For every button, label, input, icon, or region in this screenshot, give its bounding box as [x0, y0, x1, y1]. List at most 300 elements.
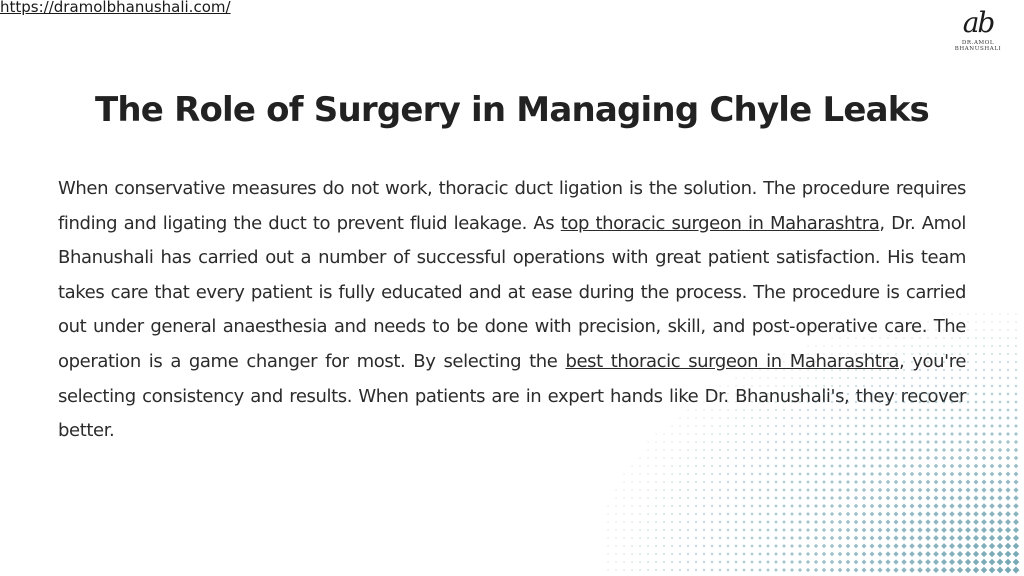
- pattern-dot: [967, 345, 969, 347]
- pattern-dot: [750, 544, 753, 547]
- pattern-dot: [854, 480, 858, 484]
- pattern-dot: [726, 520, 729, 523]
- pattern-dot: [997, 535, 1003, 541]
- pattern-dot: [926, 496, 931, 501]
- pattern-dot: [925, 503, 930, 508]
- pattern-dot: [854, 520, 859, 525]
- pattern-dot: [941, 511, 946, 516]
- pattern-dot: [766, 496, 769, 499]
- pattern-dot: [623, 497, 625, 499]
- pattern-dot: [822, 568, 826, 572]
- pattern-dot: [647, 553, 649, 555]
- pattern-dot: [989, 567, 996, 574]
- pattern-dot: [774, 504, 777, 507]
- pattern-dot: [846, 560, 851, 565]
- pattern-dot: [983, 361, 985, 363]
- pattern-dot: [687, 553, 690, 556]
- pattern-dot: [623, 513, 625, 515]
- pattern-dot: [774, 496, 777, 499]
- pattern-dot: [806, 472, 809, 475]
- pattern-dot: [967, 353, 969, 355]
- pattern-dot: [766, 528, 770, 532]
- pattern-dot: [671, 473, 673, 475]
- pattern-dot: [942, 472, 947, 477]
- pattern-dot: [965, 559, 971, 565]
- pattern-dot: [990, 432, 994, 436]
- page-title: The Role of Surgery in Managing Chyle Leaks: [95, 90, 929, 130]
- pattern-dot: [998, 464, 1003, 469]
- pattern-dot: [870, 504, 875, 509]
- pattern-dot: [1015, 377, 1018, 380]
- pattern-dot: [687, 569, 690, 572]
- pattern-dot: [862, 528, 867, 533]
- pattern-dot: [991, 385, 994, 388]
- pattern-dot: [758, 536, 762, 540]
- pattern-dot: [967, 329, 969, 331]
- pattern-dot: [926, 488, 931, 493]
- pattern-dot: [639, 529, 641, 531]
- pattern-dot: [790, 560, 794, 564]
- brand-logo: [938, 8, 1018, 52]
- pattern-dot: [703, 473, 705, 475]
- pattern-dot: [854, 528, 859, 533]
- pattern-dot: [655, 449, 657, 451]
- pattern-dot: [647, 465, 649, 467]
- pattern-dot: [639, 561, 641, 563]
- pattern-dot: [990, 464, 995, 469]
- best-surgeon-link[interactable]: best thoracic surgeon in Maharashtra: [565, 350, 900, 372]
- pattern-dot: [695, 537, 698, 540]
- pattern-dot: [758, 552, 762, 556]
- pattern-dot: [878, 480, 882, 484]
- pattern-dot: [806, 552, 810, 556]
- pattern-dot: [766, 520, 770, 524]
- pattern-dot: [703, 561, 706, 564]
- pattern-dot: [822, 464, 826, 468]
- pattern-dot: [798, 544, 802, 548]
- pattern-dot: [1006, 424, 1010, 428]
- pattern-dot: [885, 567, 890, 572]
- pattern-dot: [687, 513, 689, 515]
- pattern-dot: [631, 553, 633, 555]
- pattern-dot: [949, 559, 955, 565]
- pattern-dot: [1006, 472, 1011, 477]
- pattern-dot: [830, 544, 834, 548]
- pattern-dot: [997, 503, 1003, 509]
- pattern-dot: [679, 537, 681, 539]
- pattern-dot: [966, 424, 970, 428]
- pattern-dot: [790, 568, 794, 572]
- pattern-dot: [647, 489, 649, 491]
- pattern-dot: [726, 544, 729, 547]
- pattern-dot: [838, 496, 842, 500]
- pattern-dot: [981, 559, 987, 565]
- pattern-dot: [886, 520, 891, 525]
- pattern-dot: [671, 465, 673, 467]
- pattern-dot: [718, 544, 721, 547]
- pattern-dot: [878, 520, 883, 525]
- pattern-dot: [917, 511, 922, 516]
- pattern-dot: [830, 448, 833, 451]
- pattern-dot: [830, 536, 834, 540]
- pattern-dot: [679, 457, 681, 459]
- pattern-dot: [695, 481, 697, 483]
- pattern-dot: [934, 480, 939, 485]
- pattern-dot: [982, 440, 986, 444]
- pattern-dot: [607, 545, 609, 547]
- pattern-dot: [830, 568, 835, 573]
- pattern-dot: [838, 560, 843, 565]
- pattern-dot: [727, 465, 730, 468]
- pattern-dot: [631, 521, 633, 523]
- pattern-dot: [639, 537, 641, 539]
- pattern-dot: [806, 528, 810, 532]
- pattern-dot: [999, 321, 1001, 323]
- pattern-dot: [1014, 448, 1018, 452]
- pattern-dot: [894, 472, 898, 476]
- pattern-dot: [838, 536, 843, 541]
- pattern-dot: [893, 543, 898, 548]
- pattern-dot: [983, 385, 986, 388]
- pattern-dot: [870, 528, 875, 533]
- pattern-dot: [647, 497, 649, 499]
- pattern-dot: [711, 473, 713, 475]
- pattern-dot: [671, 553, 673, 555]
- pattern-dot: [814, 472, 818, 476]
- pattern-dot: [949, 543, 955, 549]
- pattern-dot: [1005, 543, 1011, 549]
- pattern-dot: [1005, 535, 1011, 541]
- pattern-dot: [854, 456, 858, 460]
- pattern-dot: [631, 561, 633, 563]
- pattern-dot: [711, 561, 714, 564]
- pattern-dot: [695, 489, 697, 491]
- pattern-dot: [814, 456, 817, 459]
- pattern-dot: [782, 472, 785, 475]
- site-url-link[interactable]: https://dramolbhanushali.com/: [0, 0, 231, 16]
- pattern-dot: [941, 495, 946, 500]
- pattern-dot: [981, 503, 986, 508]
- pattern-dot: [774, 488, 777, 491]
- pattern-dot: [726, 528, 729, 531]
- pattern-dot: [822, 504, 826, 508]
- pattern-dot: [790, 536, 794, 540]
- pattern-dot: [703, 465, 705, 467]
- pattern-dot: [655, 457, 657, 459]
- pattern-dot: [806, 512, 810, 516]
- pattern-dot: [750, 536, 753, 539]
- pattern-dot: [975, 321, 977, 323]
- pattern-dot: [998, 416, 1002, 420]
- pattern-dot: [909, 511, 914, 516]
- pattern-dot: [671, 529, 673, 531]
- pattern-dot: [1015, 337, 1017, 339]
- pattern-dot: [974, 416, 978, 420]
- pattern-dot: [990, 440, 994, 444]
- pattern-dot: [886, 512, 891, 517]
- pattern-dot: [830, 504, 834, 508]
- pattern-dot: [885, 559, 890, 564]
- pattern-dot: [623, 537, 625, 539]
- pattern-dot: [751, 457, 754, 460]
- pattern-dot: [967, 321, 969, 323]
- pattern-dot: [974, 392, 977, 395]
- pattern-dot: [783, 449, 786, 452]
- pattern-dot: [989, 527, 995, 533]
- pattern-dot: [695, 561, 698, 564]
- pattern-dot: [909, 527, 914, 532]
- pattern-dot: [989, 543, 995, 549]
- pattern-dot: [830, 472, 834, 476]
- pattern-dot: [790, 520, 794, 524]
- pattern-dot: [774, 480, 777, 483]
- pattern-dot: [1005, 527, 1011, 533]
- pattern-dot: [671, 513, 673, 515]
- pattern-dot: [910, 456, 914, 460]
- pattern-dot: [1005, 503, 1011, 509]
- pattern-dot: [743, 465, 746, 468]
- pattern-dot: [917, 551, 923, 557]
- pattern-dot: [838, 504, 842, 508]
- pattern-dot: [957, 519, 963, 525]
- pattern-dot: [1015, 313, 1016, 314]
- pattern-dot: [655, 553, 657, 555]
- pattern-dot: [869, 551, 874, 556]
- pattern-dot: [743, 449, 746, 452]
- pattern-dot: [973, 567, 979, 573]
- pattern-dot: [687, 481, 689, 483]
- pattern-dot: [742, 568, 745, 571]
- pattern-dot: [631, 569, 633, 571]
- pattern-dot: [758, 544, 762, 548]
- pattern-dot: [703, 569, 706, 572]
- pattern-dot: [703, 529, 706, 532]
- pattern-dot: [838, 552, 843, 557]
- pattern-dot: [615, 513, 617, 515]
- pattern-dot: [790, 528, 794, 532]
- pattern-dot: [655, 505, 657, 507]
- pattern-dot: [933, 559, 939, 565]
- pattern-dot: [974, 472, 979, 477]
- pattern-dot: [893, 551, 898, 556]
- pattern-dot: [983, 321, 985, 323]
- pattern-dot: [949, 535, 955, 541]
- pattern-dot: [623, 521, 625, 523]
- pattern-dot: [973, 511, 979, 517]
- pattern-dot: [822, 496, 826, 500]
- pattern-dot: [639, 545, 641, 547]
- pattern-dot: [990, 408, 994, 412]
- pattern-dot: [838, 544, 843, 549]
- pattern-dot: [822, 448, 825, 451]
- pattern-dot: [997, 495, 1002, 500]
- pattern-dot: [639, 553, 641, 555]
- pattern-dot: [901, 535, 906, 540]
- pattern-dot: [743, 489, 746, 492]
- pattern-dot: [854, 464, 858, 468]
- pattern-dot: [909, 535, 914, 540]
- pattern-dot: [822, 488, 826, 492]
- pattern-dot: [766, 536, 770, 540]
- pattern-dot: [966, 392, 969, 395]
- pattern-dot: [742, 496, 745, 499]
- pattern-dot: [687, 473, 689, 475]
- pattern-dot: [989, 479, 994, 484]
- pattern-dot: [974, 480, 979, 485]
- paragraph-text-2: , Dr. Amol Bhanushali has carried out a number of successful operations with great patient satisfaction. His team takes care that every patient is fully educated and at ease during the process. The procedure is carried out under general anaesthesia and needs to be done with precision, skill, and post-operative care. The operation is a game changer for most. By selecting the: [58, 212, 966, 372]
- pattern-dot: [806, 480, 810, 484]
- pattern-dot: [758, 520, 761, 523]
- pattern-dot: [663, 569, 665, 571]
- pattern-dot: [966, 400, 969, 403]
- pattern-dot: [1015, 369, 1018, 372]
- pattern-dot: [814, 496, 818, 500]
- pattern-dot: [974, 432, 978, 436]
- pattern-dot: [782, 488, 785, 491]
- pattern-dot: [798, 536, 802, 540]
- pattern-dot: [901, 543, 906, 548]
- pattern-dot: [862, 488, 866, 492]
- pattern-dot: [631, 505, 633, 507]
- pattern-dot: [631, 513, 633, 515]
- pattern-dot: [982, 400, 985, 403]
- pattern-dot: [973, 551, 979, 557]
- pattern-dot: [679, 521, 681, 523]
- pattern-dot: [647, 481, 649, 483]
- pattern-dot: [886, 456, 890, 460]
- pattern-dot: [782, 496, 786, 500]
- pattern-dot: [806, 536, 810, 540]
- pattern-dot: [703, 537, 706, 540]
- pattern-dot: [975, 377, 978, 380]
- pattern-dot: [647, 569, 649, 571]
- pattern-dot: [814, 528, 818, 532]
- pattern-dot: [798, 552, 802, 556]
- pattern-dot: [798, 480, 802, 484]
- pattern-dot: [679, 553, 682, 556]
- pattern-dot: [615, 529, 617, 531]
- pattern-dot: [998, 408, 1002, 412]
- pattern-dot: [854, 568, 859, 573]
- pattern-dot: [982, 472, 987, 477]
- pattern-dot: [1005, 479, 1010, 484]
- pattern-dot: [719, 505, 722, 508]
- pattern-dot: [623, 489, 625, 491]
- pattern-dot: [894, 488, 899, 493]
- pattern-dot: [862, 536, 867, 541]
- pattern-dot: [822, 544, 826, 548]
- pattern-dot: [671, 497, 673, 499]
- pattern-dot: [734, 568, 737, 571]
- pattern-dot: [942, 488, 947, 493]
- pattern-dot: [814, 544, 818, 548]
- pattern-dot: [766, 512, 769, 515]
- pattern-dot: [846, 552, 851, 557]
- pattern-dot: [838, 520, 842, 524]
- pattern-dot: [631, 537, 633, 539]
- pattern-dot: [615, 569, 617, 571]
- pattern-dot: [671, 545, 673, 547]
- pattern-dot: [1007, 361, 1010, 364]
- pattern-dot: [965, 527, 971, 533]
- pattern-dot: [806, 456, 809, 459]
- pattern-dot: [814, 536, 818, 540]
- pattern-dot: [615, 521, 617, 523]
- pattern-dot: [886, 504, 891, 509]
- pattern-dot: [822, 552, 826, 556]
- pattern-dot: [967, 313, 968, 314]
- pattern-dot: [751, 481, 754, 484]
- pattern-dot: [917, 519, 922, 524]
- pattern-dot: [838, 456, 842, 460]
- top-surgeon-link[interactable]: top thoracic surgeon in Maharashtra: [560, 212, 880, 234]
- pattern-dot: [727, 473, 730, 476]
- pattern-dot: [814, 552, 818, 556]
- pattern-dot: [703, 489, 705, 491]
- pattern-dot: [758, 488, 761, 491]
- pattern-dot: [727, 481, 730, 484]
- pattern-dot: [623, 561, 625, 563]
- pattern-dot: [846, 488, 850, 492]
- pattern-dot: [711, 537, 714, 540]
- pattern-dot: [655, 529, 657, 531]
- pattern-dot: [822, 536, 826, 540]
- pattern-dot: [965, 519, 971, 525]
- pattern-dot: [655, 569, 657, 571]
- pattern-dot: [933, 511, 938, 516]
- pattern-dot: [997, 559, 1004, 566]
- pattern-dot: [719, 481, 722, 484]
- pattern-dot: [966, 440, 970, 444]
- pattern-dot: [1005, 487, 1010, 492]
- pattern-dot: [623, 473, 624, 474]
- pattern-dot: [974, 440, 978, 444]
- pattern-dot: [997, 511, 1003, 517]
- pattern-dot: [711, 545, 714, 548]
- pattern-dot: [774, 528, 778, 532]
- pattern-dot: [1006, 392, 1009, 395]
- pattern-dot: [1007, 313, 1008, 314]
- pattern-dot: [967, 377, 970, 380]
- pattern-dot: [983, 353, 985, 355]
- pattern-dot: [918, 456, 922, 460]
- pattern-dot: [934, 488, 939, 493]
- pattern-dot: [806, 544, 810, 548]
- pattern-dot: [790, 488, 794, 492]
- pattern-dot: [933, 495, 938, 500]
- pattern-dot: [734, 552, 737, 555]
- pattern-dot: [846, 456, 850, 460]
- pattern-dot: [991, 361, 993, 363]
- pattern-dot: [734, 536, 737, 539]
- pattern-dot: [957, 487, 962, 492]
- pattern-dot: [950, 480, 955, 485]
- pattern-dot: [846, 448, 850, 452]
- pattern-dot: [790, 456, 793, 459]
- pattern-dot: [909, 519, 914, 524]
- pattern-dot: [949, 527, 955, 533]
- pattern-dot: [767, 457, 770, 460]
- pattern-dot: [703, 449, 705, 451]
- pattern-dot: [727, 489, 730, 492]
- pattern-dot: [957, 503, 962, 508]
- pattern-dot: [774, 544, 778, 548]
- pattern-dot: [663, 537, 665, 539]
- pattern-dot: [822, 472, 826, 476]
- pattern-dot: [918, 464, 922, 468]
- pattern-dot: [830, 480, 834, 484]
- pattern-dot: [941, 551, 947, 557]
